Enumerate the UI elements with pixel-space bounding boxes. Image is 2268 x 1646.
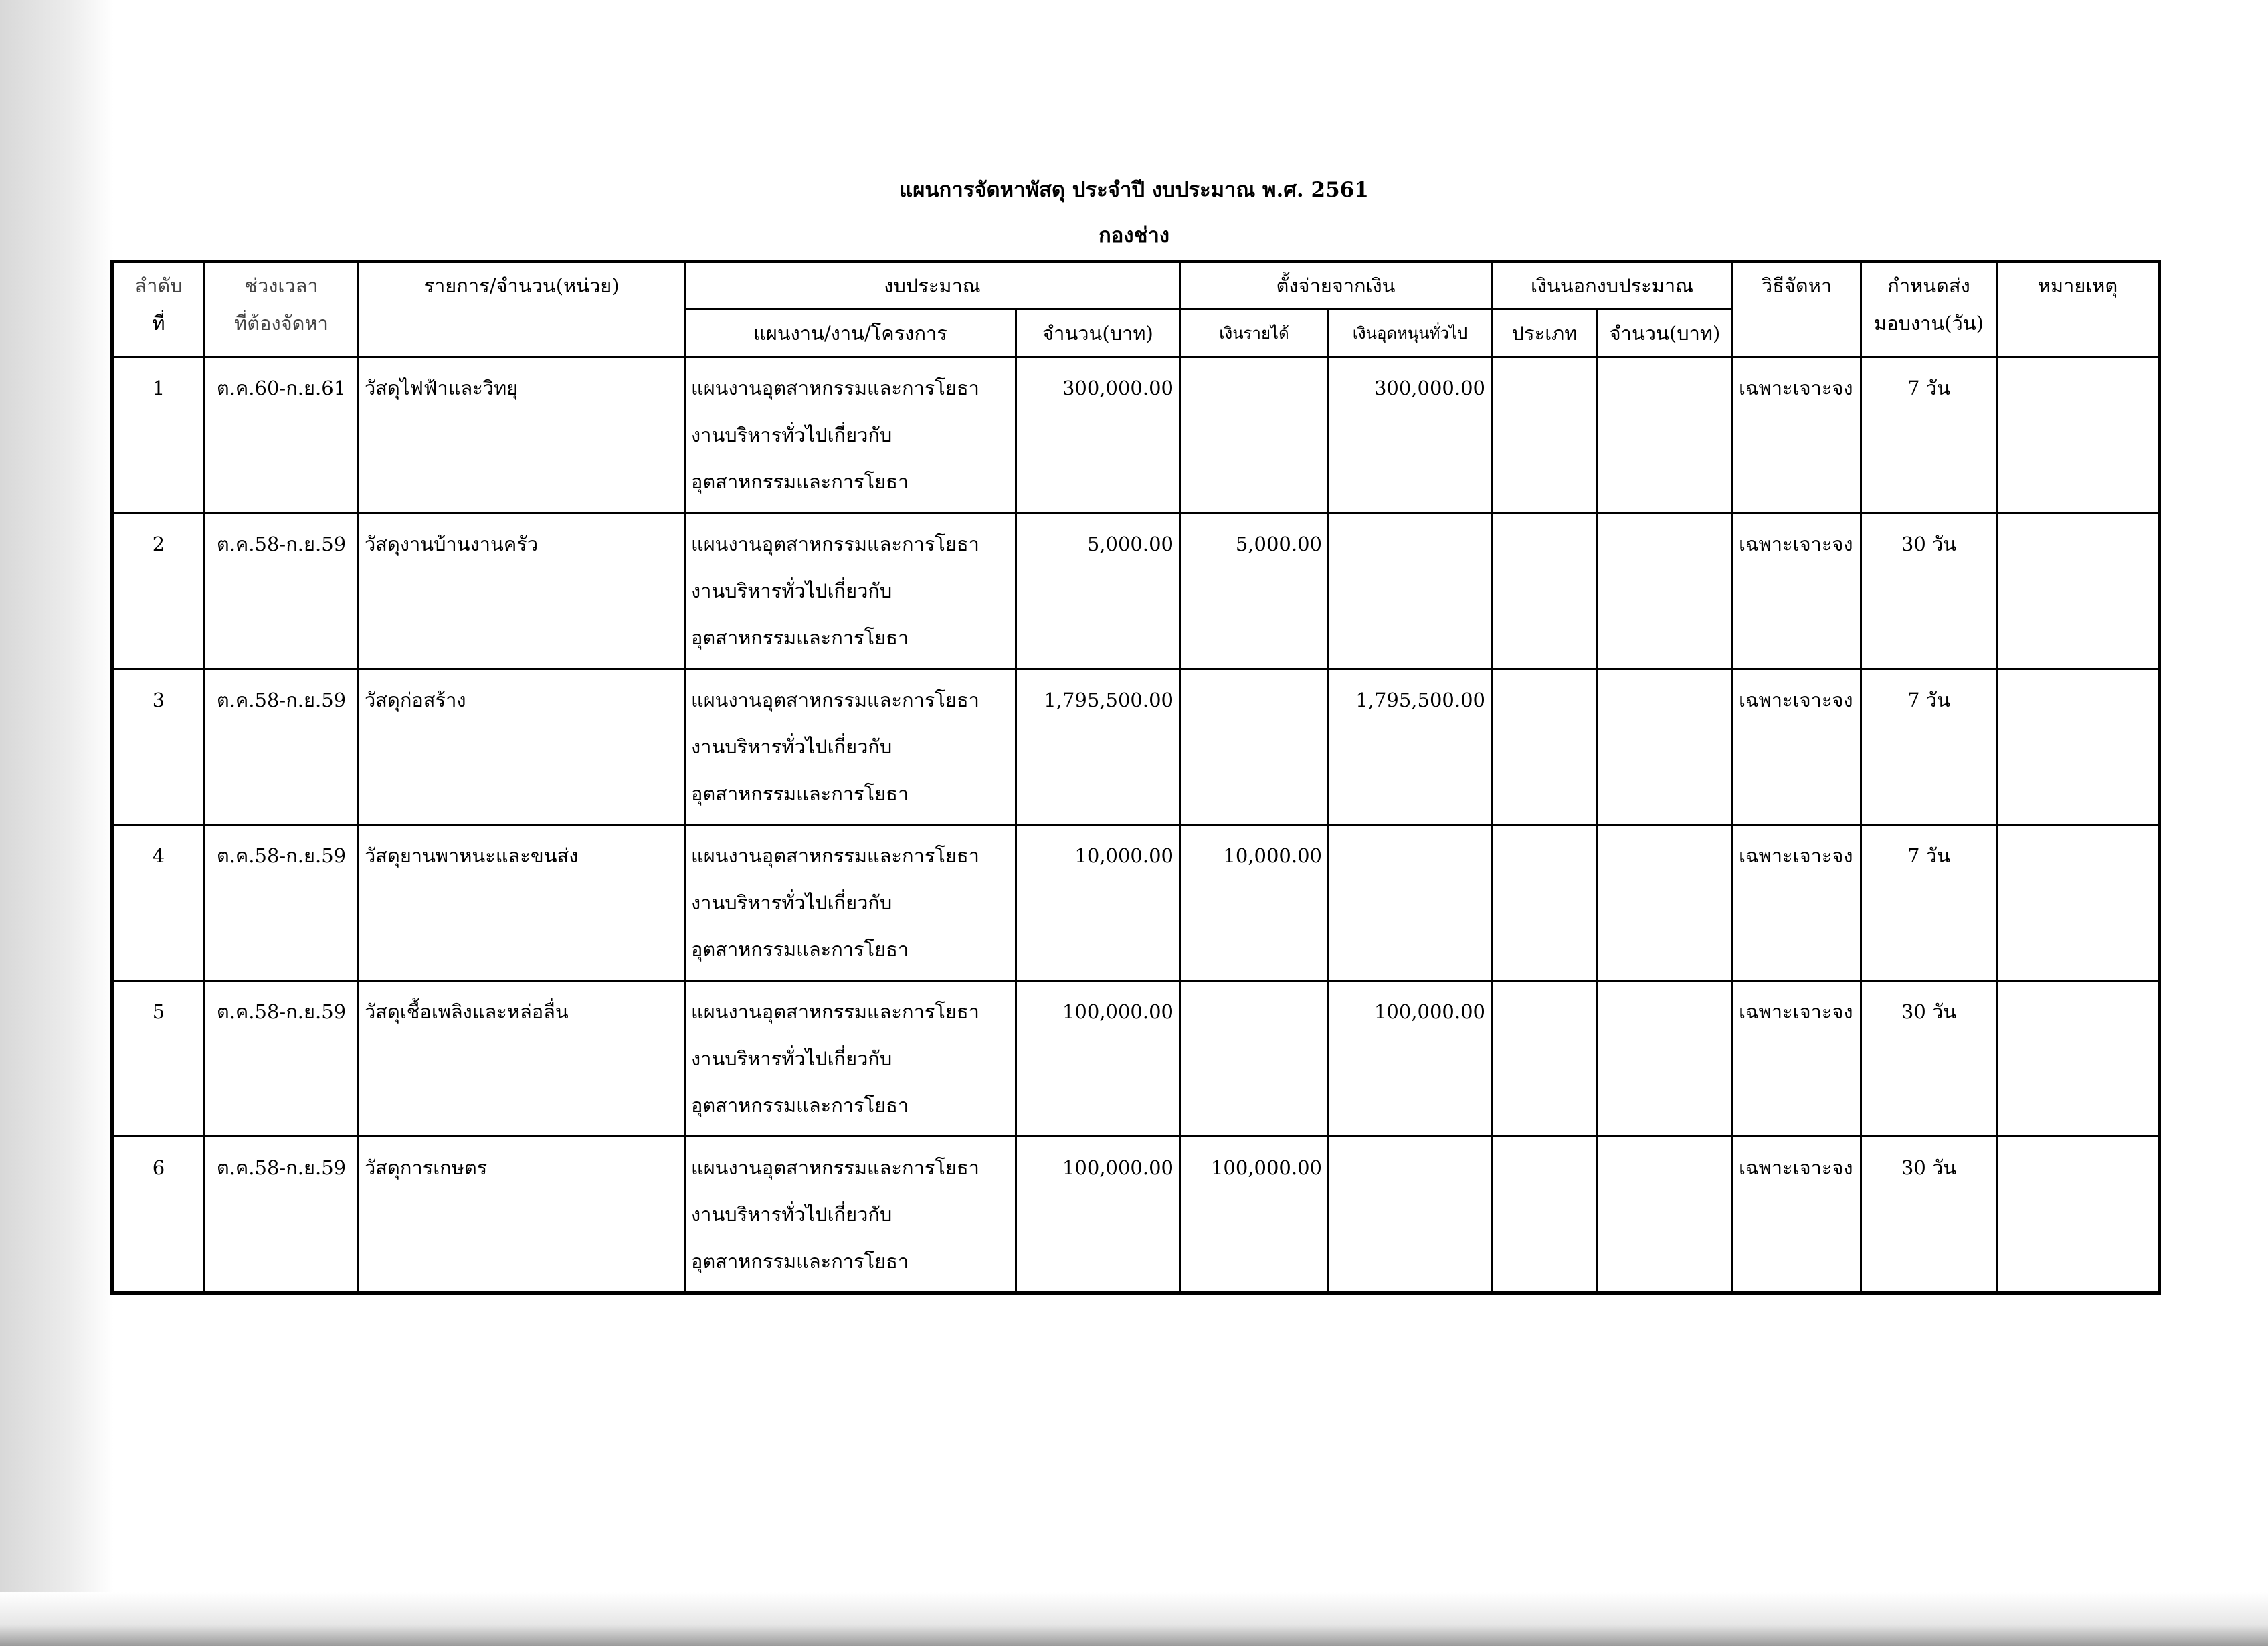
- row-plan: แผนงานอุตสาหกรรมและการโยธา งานบริหารทั่วไปเกี่ยวกับ อุตสาหกรรมและการโยธา: [685, 981, 1016, 1137]
- row-subsidy: 100,000.00: [1329, 981, 1492, 1137]
- row-period: ต.ค.58-ก.ย.59: [205, 669, 359, 825]
- procurement-plan-table: [110, 260, 2161, 1295]
- row-method: เฉพาะเจาะจง: [1733, 1137, 1861, 1293]
- row-delivery: 7 วัน: [1861, 825, 1997, 981]
- header-order: ลำดับ ที่: [112, 262, 205, 357]
- row-period: ต.ค.58-ก.ย.59: [205, 825, 359, 981]
- row-plan: แผนงานอุตสาหกรรมและการโยธา งานบริหารทั่วไปเกี่ยวกับ อุตสาหกรรมและการโยธา: [685, 513, 1016, 669]
- row-period: ต.ค.58-ก.ย.59: [205, 981, 359, 1137]
- row-amount: 100,000.00: [1016, 981, 1180, 1137]
- row-income: 100,000.00: [1180, 1137, 1329, 1293]
- header-funded-from: ตั้งจ่ายจากเงิน: [1180, 262, 1492, 310]
- row-method: เฉพาะเจาะจง: [1733, 825, 1861, 981]
- header-item: รายการ/จำนวน(หน่วย): [359, 262, 685, 357]
- row-item: วัสดุไฟฟ้าและวิทยุ: [359, 357, 685, 513]
- row-off-amount: [1598, 357, 1733, 513]
- document-title: แผนการจัดหาพัสดุ ประจำปี งบประมาณ พ.ศ. 2561: [899, 178, 1369, 202]
- row-method: เฉพาะเจาะจง: [1733, 357, 1861, 513]
- row-amount: 5,000.00: [1016, 513, 1180, 669]
- row-subsidy: [1329, 513, 1492, 669]
- row-item: วัสดุงานบ้านงานครัว: [359, 513, 685, 669]
- row-off-amount: [1598, 669, 1733, 825]
- row-plan: แผนงานอุตสาหกรรมและการโยธา งานบริหารทั่วไปเกี่ยวกับ อุตสาหกรรมและการโยธา: [685, 825, 1016, 981]
- row-item: วัสดุการเกษตร: [359, 1137, 685, 1293]
- row-off-type: [1492, 825, 1598, 981]
- table-body: [112, 357, 2160, 1293]
- row-delivery: 30 วัน: [1861, 1137, 1997, 1293]
- row-number: 4: [112, 825, 205, 981]
- table-row: [112, 981, 2160, 1137]
- header-budget-plan: แผนงาน/งาน/โครงการ: [685, 310, 1016, 357]
- row-method: เฉพาะเจาะจง: [1733, 669, 1861, 825]
- row-remarks: [1997, 981, 2160, 1137]
- table-row: [112, 1137, 2160, 1293]
- row-income: 10,000.00: [1180, 825, 1329, 981]
- header-off-type: ประเภท: [1492, 310, 1598, 357]
- row-off-amount: [1598, 1137, 1733, 1293]
- row-plan: แผนงานอุตสาหกรรมและการโยธา งานบริหารทั่วไปเกี่ยวกับ อุตสาหกรรมและการโยธา: [685, 669, 1016, 825]
- table-row: [112, 357, 2160, 513]
- row-remarks: [1997, 669, 2160, 825]
- row-period: ต.ค.60-ก.ย.61: [205, 357, 359, 513]
- row-off-type: [1492, 669, 1598, 825]
- row-remarks: [1997, 825, 2160, 981]
- row-remarks: [1997, 357, 2160, 513]
- row-subsidy: [1329, 825, 1492, 981]
- row-income: [1180, 357, 1329, 513]
- row-number: 2: [112, 513, 205, 669]
- header-period: ช่วงเวลา ที่ต้องจัดหา: [205, 262, 359, 357]
- table-header: [112, 262, 2160, 357]
- row-number: 5: [112, 981, 205, 1137]
- row-delivery: 30 วัน: [1861, 981, 1997, 1137]
- row-subsidy: 1,795,500.00: [1329, 669, 1492, 825]
- row-amount: 10,000.00: [1016, 825, 1180, 981]
- row-remarks: [1997, 513, 2160, 669]
- scan-bottom-shadow: [0, 1592, 2268, 1646]
- table-row: [112, 669, 2160, 825]
- header-funded-income: เงินรายได้: [1180, 310, 1329, 357]
- header-off-budget: เงินนอกงบประมาณ: [1492, 262, 1733, 310]
- row-off-amount: [1598, 981, 1733, 1137]
- table-row: [112, 513, 2160, 669]
- row-income: [1180, 669, 1329, 825]
- row-delivery: 30 วัน: [1861, 513, 1997, 669]
- row-delivery: 7 วัน: [1861, 357, 1997, 513]
- row-number: 3: [112, 669, 205, 825]
- header-budget-amount: จำนวน(บาท): [1016, 310, 1180, 357]
- table-row: [112, 825, 2160, 981]
- row-item: วัสดุยานพาหนะและขนส่ง: [359, 825, 685, 981]
- row-amount: 100,000.00: [1016, 1137, 1180, 1293]
- header-delivery: กำหนดส่ง มอบงาน(วัน): [1861, 262, 1997, 357]
- row-amount: 300,000.00: [1016, 357, 1180, 513]
- row-off-amount: [1598, 513, 1733, 669]
- header-budget: งบประมาณ: [685, 262, 1180, 310]
- row-plan: แผนงานอุตสาหกรรมและการโยธา งานบริหารทั่วไปเกี่ยวกับ อุตสาหกรรมและการโยธา: [685, 357, 1016, 513]
- row-period: ต.ค.58-ก.ย.59: [205, 1137, 359, 1293]
- row-off-type: [1492, 357, 1598, 513]
- row-amount: 1,795,500.00: [1016, 669, 1180, 825]
- row-delivery: 7 วัน: [1861, 669, 1997, 825]
- row-item: วัสดุก่อสร้าง: [359, 669, 685, 825]
- row-period: ต.ค.58-ก.ย.59: [205, 513, 359, 669]
- row-remarks: [1997, 1137, 2160, 1293]
- row-method: เฉพาะเจาะจง: [1733, 513, 1861, 669]
- row-income: [1180, 981, 1329, 1137]
- row-plan: แผนงานอุตสาหกรรมและการโยธา งานบริหารทั่วไปเกี่ยวกับ อุตสาหกรรมและการโยธา: [685, 1137, 1016, 1293]
- row-subsidy: 300,000.00: [1329, 357, 1492, 513]
- row-number: 1: [112, 357, 205, 513]
- row-off-type: [1492, 513, 1598, 669]
- row-number: 6: [112, 1137, 205, 1293]
- row-subsidy: [1329, 1137, 1492, 1293]
- row-off-type: [1492, 1137, 1598, 1293]
- row-method: เฉพาะเจาะจง: [1733, 981, 1861, 1137]
- header-method: วิธีจัดหา: [1733, 262, 1861, 357]
- header-remarks: หมายเหตุ: [1997, 262, 2160, 357]
- row-off-amount: [1598, 825, 1733, 981]
- department-name: กองช่าง: [1098, 223, 1170, 248]
- header-funded-subsidy: เงินอุดหนุนทั่วไป: [1329, 310, 1492, 357]
- header-off-amount: จำนวน(บาท): [1598, 310, 1733, 357]
- row-income: 5,000.00: [1180, 513, 1329, 669]
- row-item: วัสดุเชื้อเพลิงและหล่อลื่น: [359, 981, 685, 1137]
- row-off-type: [1492, 981, 1598, 1137]
